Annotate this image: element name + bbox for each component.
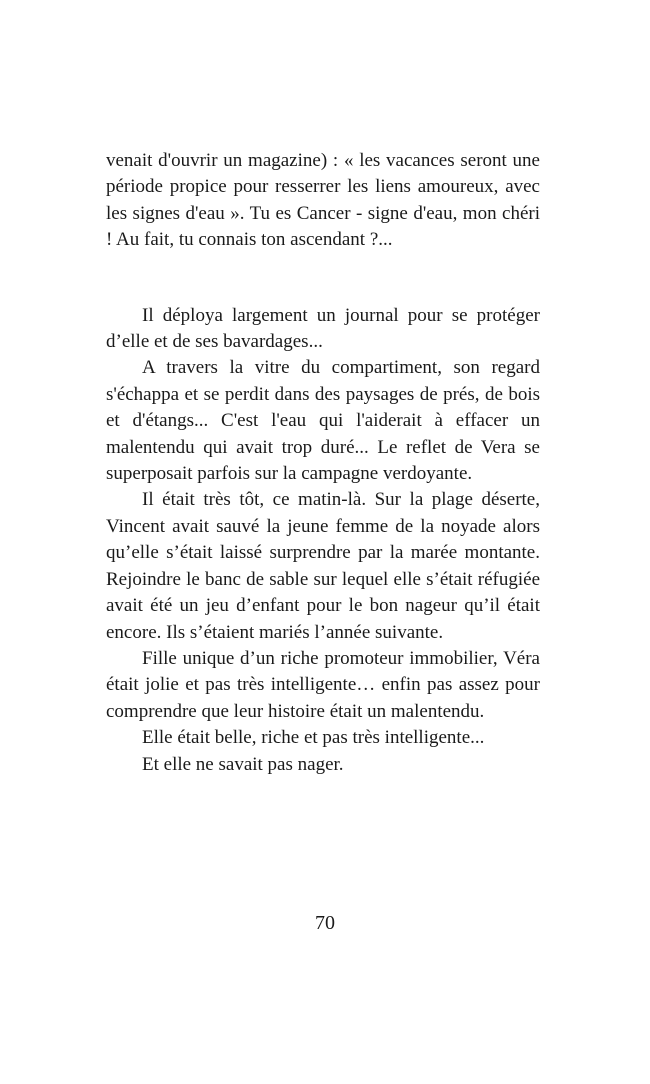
opening-paragraph: venait d'ouvrir un magazine) : « les vacances seront une période propice pour resserrer les liens amoureux, avec les signes d'eau ». Tu es Cancer - signe d'eau, mon chéri ! Au fait, tu connais ton ascendant ?... [106,150,540,251]
paragraph: Il était très tôt, ce matin-là. Sur la plage déserte, Vincent avait sauvé la jeune femme de la noyade alors qu’elle s’était laissé surprendre par la marée montante. Rejoindre le banc de sable sur lequel elle s’était réfugiée avait été un jeu d’enfant pour le bon nageur qu’il était encore. Ils s’étaient mariés l’année suivante. [106,489,540,643]
paragraph: Il déploya largement un journal pour se protéger d’elle et de ses bavardages... [106,304,540,353]
section-break [106,254,540,303]
paragraph: Et elle ne savait pas nager. [142,753,344,775]
paragraph: Elle était belle, riche et pas très intelligente... [142,727,485,749]
paragraph: A travers la vitre du compartiment, son regard s'échappa et se perdit dans des paysages de prés, de bois et d'étangs... C'est l'eau qui l'aiderait à effacer un malentendu qui avait trop duré... Le reflet de Vera se superposait parfois sur la campagne verdoyante. [106,357,540,485]
page-body-text [106,148,540,778]
paragraph: Fille unique d’un riche promoteur immobilier, Véra était jolie et pas très intelligente… enfin pas assez pour comprendre que leur histoire était un malentendu. [106,647,540,722]
page-number: 70 [315,912,335,934]
